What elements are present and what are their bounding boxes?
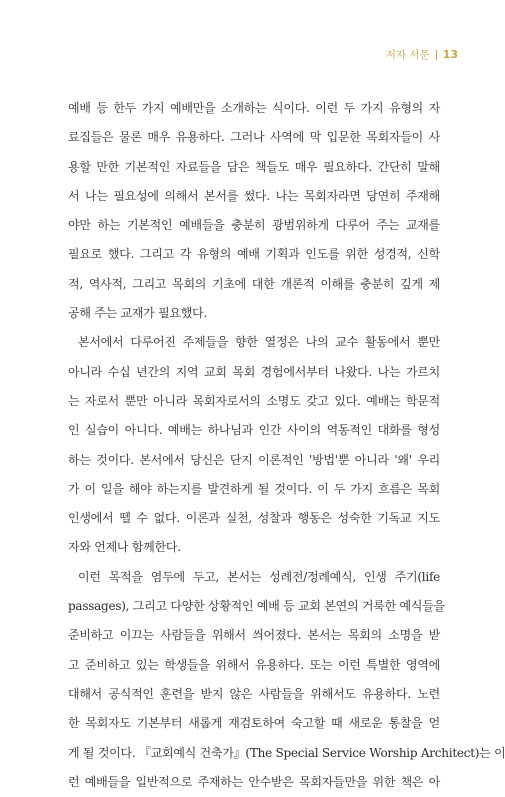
- header-divider: [436, 50, 437, 60]
- body-text: [68, 94, 505, 797]
- text-line: 게 될 것이다. 『교회예식 건축가』(The Special Service Worship Architect)는 이: [68, 745, 505, 760]
- text-line: 고 준비하고 있는 학생들을 위해서 유용하다. 또는 이런 특별한 영역에: [68, 657, 440, 672]
- text-line: 료집들은 물론 매우 유용하다. 그러나 사역에 막 입문한 목회자들이 사: [68, 130, 440, 145]
- text-line: 준비하고 이끄는 사람들을 위해서 씌어졌다. 본서는 목회의 소명을 받: [68, 628, 440, 643]
- section-title: 저자 서문: [385, 49, 430, 61]
- text-line: 공해 주는 교재가 필요했다.: [68, 306, 208, 321]
- text-line: 런 예배들을 일반적으로 주재하는 안수받은 목회자들만을 위한 책은 아: [68, 774, 440, 789]
- text-line: 예배 등 한두 가지 예배만을 소개하는 식이다. 이런 두 가지 유형의 자: [68, 101, 440, 115]
- text-line: 인 실습이 아니다. 예배는 하나님과 인간 사이의 역동적인 대화를 형성: [68, 423, 440, 438]
- text-line: 적, 역사적, 그리고 목회의 기초에 대한 개론적 이해를 충분히 깊게 제: [68, 276, 440, 291]
- page-number: 13: [442, 48, 458, 61]
- text-line: 야만 하는 기본적인 예배들을 충분히 광범위하게 다루어 주는 교재를: [68, 218, 440, 233]
- text-line: 이런 목적을 염두에 두고, 본서는 성례전/정례예식, 인생 주기(life: [78, 569, 440, 584]
- text-line: 자와 언제나 함께한다.: [68, 540, 181, 555]
- text-line: 아니라 수십 년간의 지역 교회 목회 경험에서부터 나왔다. 나는 가르치: [68, 364, 440, 379]
- text-line: 가 이 일을 해야 하는지를 발견하게 될 것이다. 이 두 가지 흐름은 목회: [68, 481, 440, 496]
- text-line: 필요로 했다. 그리고 각 유형의 예배 기획과 인도를 위한 성경적, 신학: [68, 247, 440, 262]
- text-line: 용할 만한 기본적인 자료들을 담은 책들도 매우 필요하다. 간단히 말해: [68, 159, 440, 174]
- text-line: 서 나는 필요성에 의해서 본서를 썼다. 나는 목회자라면 당연히 주재해: [68, 188, 440, 203]
- text-line: 는 자로서 뿐만 아니라 목회자로서의 소명도 갖고 있다. 예배는 학문적: [68, 393, 440, 408]
- text-line: 본서에서 다루어진 주제들을 향한 열정은 나의 교수 활동에서 뿐만: [78, 335, 440, 350]
- text-line: 인생에서 뗄 수 없다. 이론과 실천, 성찰과 행동은 성숙한 기독교 지도: [68, 511, 440, 526]
- text-line: 하는 것이다. 본서에서 당신은 단지 이론적인 '방법'뿐 아니라 '왜' 우리: [68, 452, 440, 467]
- text-line: 한 목회자도 기본부터 새롭게 재검토하여 숙고할 때 새로운 통찰을 얻: [68, 716, 440, 731]
- running-header: [386, 47, 458, 62]
- text-line: passages), 그리고 다양한 상황적인 예배 등 교회 본연의 거룩한 예식들을: [68, 599, 445, 614]
- text-line: 대해서 공식적인 훈련을 받지 않은 사람들을 위해서도 유용하다. 노련: [68, 686, 440, 701]
